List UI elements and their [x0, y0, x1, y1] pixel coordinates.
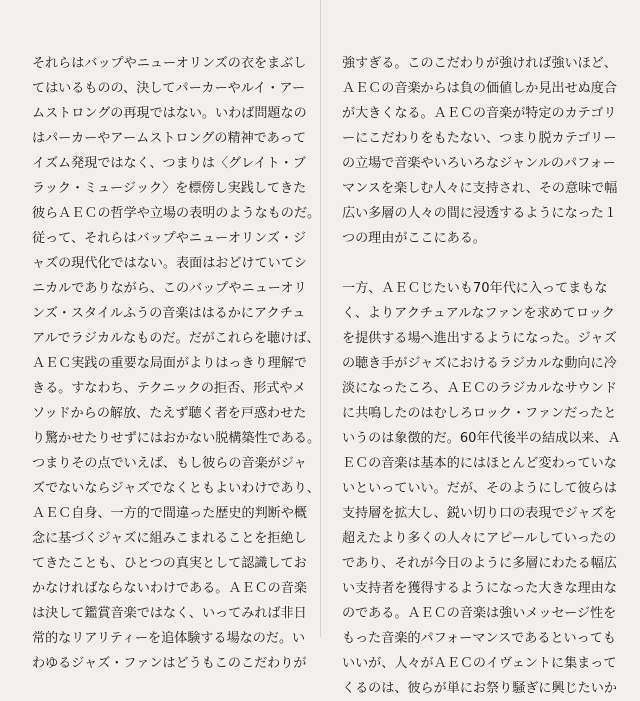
text-line: 彼らＡＥＣの哲学や立場の表明のようなものだ。 — [32, 206, 321, 221]
text-line: であり、それが今日のように多層にわたる幅広 — [342, 556, 617, 571]
text-line: ニカルでありながら、このバップやニューオリ — [32, 281, 307, 296]
text-line: もった音楽的パフォーマンスであるといっても — [342, 631, 616, 646]
text-line: はパーカーやアームストロングの精神であって — [32, 131, 306, 146]
text-line: きる。すなわち、テクニックの拒否、形式やメ — [32, 381, 306, 396]
text-line: く、よりアクチュアルなファンを求めてロック — [342, 306, 615, 321]
text-line: を提供する場へ進出するようになった。ジャズ — [342, 331, 617, 346]
text-line: アルでラジカルなものだ。だがこれらを聴けば、 — [32, 331, 320, 346]
text-line: 一方、ＡＥＣじたいも70年代に入ってまもな — [342, 281, 608, 296]
text-line: ＡＥＣ実践の重要な局面がよりはっきり理解で — [32, 356, 307, 371]
text-line: いうのは象徴的だ。60年代後半の結成以来、Ａ — [342, 431, 621, 446]
text-line: 淡になったころ、ＡＥＣのラジカルなサウンド — [342, 381, 617, 396]
text-line: ムストロングの再現ではない。いわば問題なの — [32, 106, 307, 121]
text-line: に共鳴したのはむしろロック・ファンだったと — [342, 406, 617, 421]
text-line: 常的なリアリティーを追体験する場なのだ。い — [32, 631, 306, 646]
text-line: ＡＥＣ自身、一方的で間違った歴史的判断や概 — [32, 506, 307, 521]
text-line: い支持者を獲得するようになった大きな理由な — [342, 581, 617, 596]
right-text-column — [342, 51, 630, 701]
text-line: ズでないならジャズでなくともよいわけであり、 — [32, 481, 320, 496]
text-line: ＥＣの音楽は基本的にはほとんど変わっていな — [342, 456, 617, 471]
text-line: 従って、それらはバップやニューオリンズ・ジ — [32, 231, 307, 246]
text-line: てはいるものの、決してパーカーやルイ・アー — [32, 81, 306, 96]
text-line: のである。ＡＥＣの音楽は強いメッセージ性を — [342, 606, 617, 621]
text-line: 念に基づくジャズに組みこまれることを拒絶し — [32, 531, 307, 546]
text-line: くるのは、彼らが単にお祭り騒ぎに興じたいか — [342, 681, 617, 696]
text-line: わゆるジャズ・ファンはどうもこのこだわりが — [32, 656, 307, 671]
paragraph-break — [342, 251, 630, 276]
text-line: 支持層を拡大し、鋭い切り口の表現でジャズを — [342, 506, 617, 521]
text-line: てきたことも、ひとつの真実として認識してお — [32, 556, 307, 571]
text-line: それらはバップやニューオリンズの衣をまぶし — [32, 56, 307, 71]
text-line: ＡＥＣの音楽からは負の価値しか見出せぬ度合 — [342, 81, 617, 96]
text-line: かなければならないわけである。ＡＥＣの音楽 — [32, 581, 307, 596]
text-line: ソッドからの解放、たえず聴く者を戸惑わせた — [32, 406, 307, 421]
text-line: つの理由がここにある。 — [342, 231, 487, 246]
text-line: 超えたより多くの人々にアピールしていったの — [342, 531, 617, 546]
text-line: ンズ・スタイルふうの音楽ははるかにアクチュ — [32, 306, 306, 321]
text-line: いといっていい。だが、そのようにして彼らは — [342, 481, 617, 496]
text-line: の立場で音楽やいろいろなジャンルのパフォー — [342, 156, 616, 171]
left-text-column — [32, 51, 334, 676]
text-line: イズム発現ではなく、つまりは〈グレイト・ブ — [32, 156, 306, 171]
text-line: が大きくなる。ＡＥＣの音楽が特定のカテゴリ — [342, 106, 617, 121]
text-line: 強すぎる。このこだわりが強ければ強いほど、 — [342, 56, 617, 71]
text-line: いいが、人々がＡＥＣのイヴェントに集まって — [342, 656, 617, 671]
text-line: ーにこだわりをもたない、つまり脱カテゴリー — [342, 131, 617, 146]
text-line: マンスを楽しむ人々に支持され、その意味で幅 — [342, 181, 618, 196]
text-line: 広い多層の人々の間に浸透するようになった１ — [342, 206, 617, 221]
text-line: の聴き手がジャズにおけるラジカルな動向に冷 — [342, 356, 617, 371]
text-line: ャズの現代化ではない。表面はおどけていてシ — [32, 256, 307, 271]
text-line: つまりその点でいえば、もし彼らの音楽がジャ — [32, 456, 307, 471]
text-line: り驚かせたりせずにはおかない脱構築性である。 — [32, 431, 321, 446]
text-line: ラック・ミュージック〉を標傍し実践してきた — [32, 181, 307, 196]
text-line: は決して鑑賞音楽ではなく、いってみれば非日 — [32, 606, 307, 621]
